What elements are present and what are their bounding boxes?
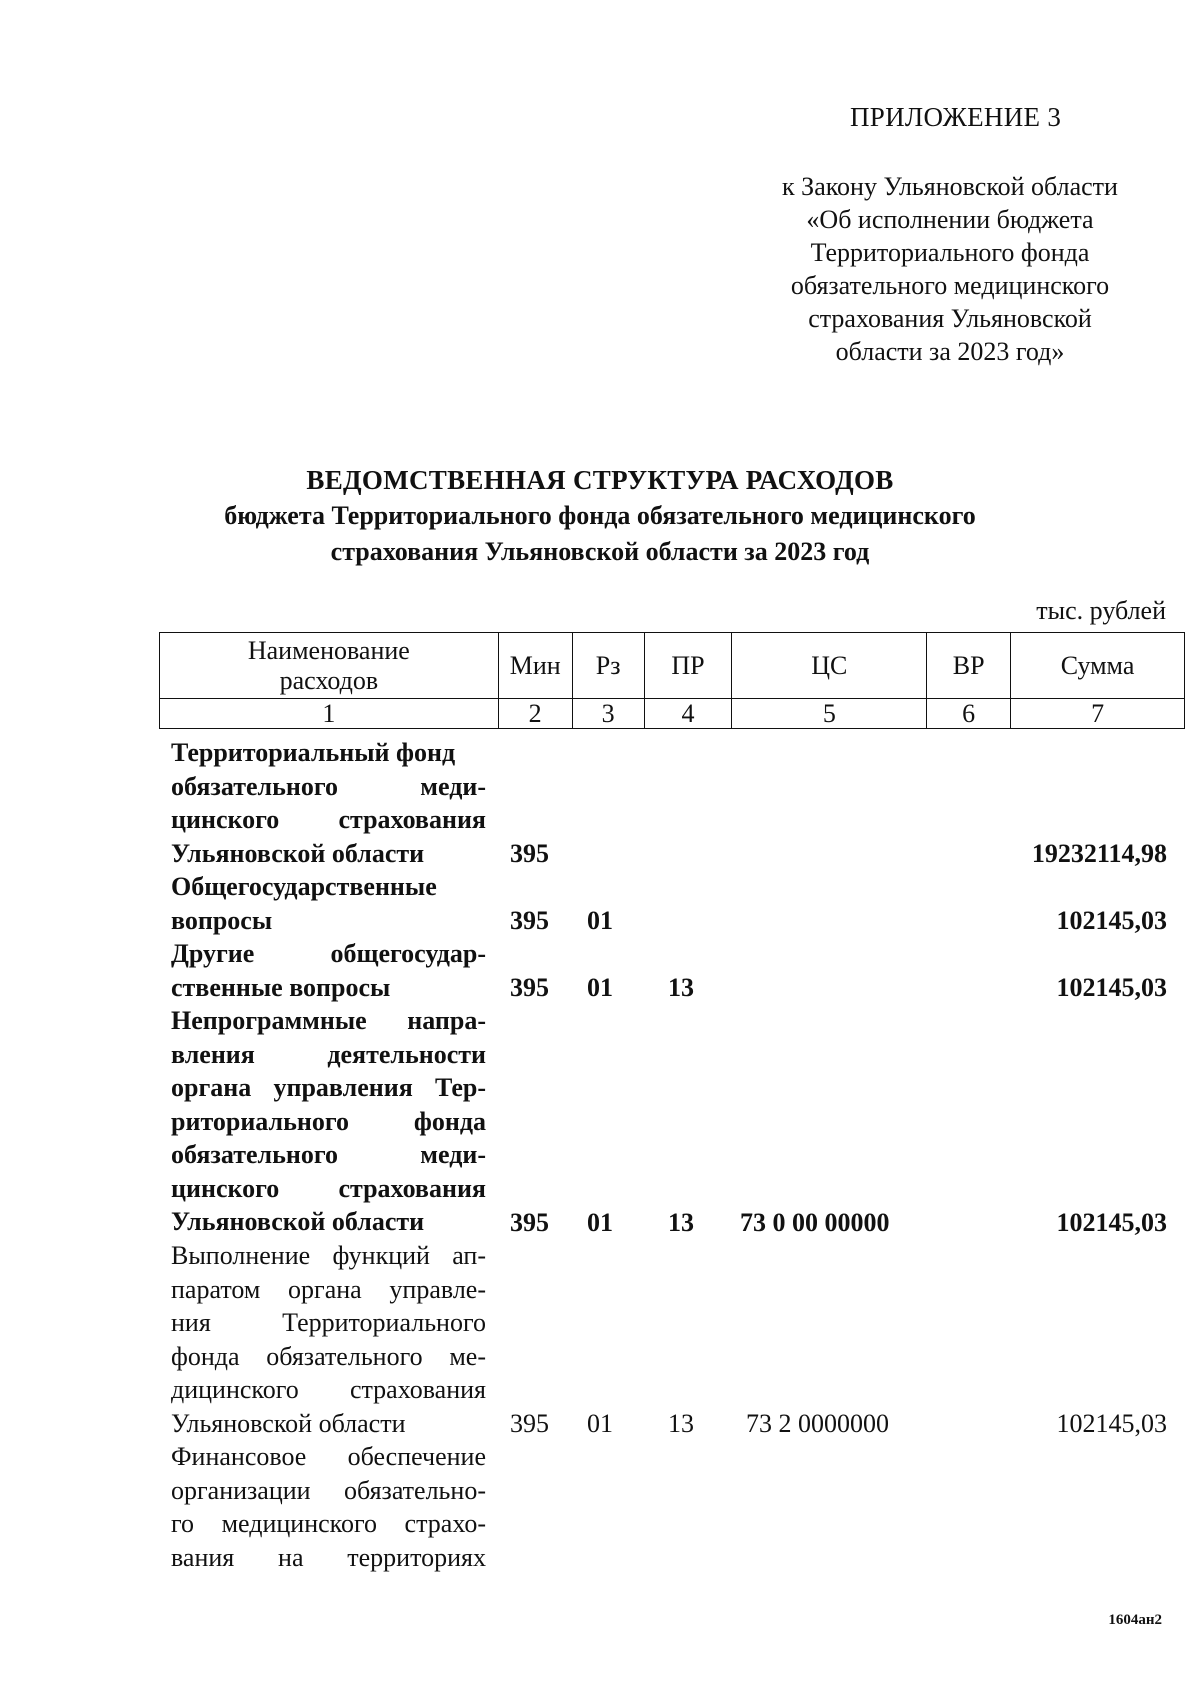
row-name-line: Ульяновской области [171, 1207, 425, 1236]
cell-sum: 102145,03 [1056, 1207, 1167, 1237]
cell-min: 395 [510, 1408, 549, 1438]
column-header-label: Наименование [247, 635, 410, 665]
column-number-row [160, 699, 1185, 729]
cell-cs: 73 2 0000000 [746, 1408, 889, 1438]
title-line: бюджета Территориального фонда обязательного медицинского [224, 501, 976, 530]
cell-min: 395 [510, 905, 549, 935]
row-name-line: Другие общегосудар- [171, 939, 486, 968]
title-line: страхования Ульяновской области за 2023 год [330, 537, 870, 566]
row-name-line: фонда обязательного ме- [171, 1341, 486, 1371]
row-name-line: Выполнение функций ап- [171, 1241, 486, 1270]
row-name-line: ственные вопросы [171, 972, 391, 1002]
column-header-min: Мин [498, 633, 572, 699]
law-line: Территориального фонда [810, 238, 1090, 267]
row-name-line: Ульяновской области [171, 1408, 406, 1438]
cell-cs: 73 0 00 00000 [740, 1207, 890, 1237]
column-number: 6 [927, 699, 1011, 729]
column-number: 2 [498, 699, 572, 729]
cell-rz: 01 [587, 1408, 613, 1438]
table-row [0, 1440, 1200, 1574]
cell-sum: 19232114,98 [1031, 838, 1167, 868]
row-name-line: вления деятельности [171, 1039, 486, 1069]
row-name-line: органа управления Тер- [171, 1073, 486, 1102]
column-number: 3 [572, 699, 644, 729]
units-label: тыс. рублей [1036, 596, 1166, 625]
cell-min: 395 [510, 838, 549, 868]
row-name-line: вопросы [171, 905, 273, 935]
row-name-line: цинского страхования [171, 805, 486, 834]
row-name-line: обязательного меди- [171, 771, 486, 801]
cell-min: 395 [510, 972, 549, 1002]
row-name-line: Непрограммные напра- [171, 1006, 486, 1035]
cell-pr: 13 [668, 972, 694, 1002]
row-name-line: Территориальный фонд [171, 738, 456, 767]
column-header-label: расходов [279, 665, 379, 695]
cell-pr: 13 [668, 1408, 694, 1438]
row-name-line: Общегосударственные [171, 872, 437, 901]
row-name-line: Ульяновской области [171, 838, 425, 868]
row-name-line: паратом органа управле- [171, 1274, 486, 1304]
column-header-sum: Сумма [1011, 633, 1185, 699]
column-number: 5 [732, 699, 927, 729]
row-name [171, 937, 486, 1004]
row-name [171, 1440, 486, 1574]
table-row [0, 1239, 1200, 1440]
row-name-line: Финансовое обеспечение [171, 1442, 486, 1471]
row-name [171, 870, 486, 937]
document-code: 1604ан2 [1108, 1612, 1162, 1628]
table-row [0, 1004, 1200, 1239]
column-header-cs: ЦС [732, 633, 927, 699]
cell-rz: 01 [587, 905, 613, 935]
document-title [150, 462, 1050, 570]
table-header [159, 632, 1185, 729]
row-name-line: вания на территориях [171, 1542, 486, 1572]
row-name-line: ния Территориального [171, 1308, 486, 1337]
appendix-label: ПРИЛОЖЕНИЕ 3 [850, 102, 1062, 132]
cell-sum: 102145,03 [1056, 905, 1167, 935]
row-name-line: дицинского страхования [171, 1375, 486, 1404]
table-row [0, 937, 1200, 1004]
law-line: «Об исполнении бюджета [806, 205, 1094, 234]
column-header-name [160, 633, 499, 699]
row-name-line: обязательного меди- [171, 1140, 486, 1169]
column-header-pr: ПР [644, 633, 732, 699]
cell-rz: 01 [587, 1207, 613, 1237]
table-row [0, 736, 1200, 870]
title-line: ВЕДОМСТВЕННАЯ СТРУКТУРА РАСХОДОВ [306, 465, 894, 495]
law-line: области за 2023 год» [835, 337, 1065, 366]
row-name-line: риториального фонда [171, 1106, 486, 1136]
column-header-vr: ВР [927, 633, 1011, 699]
law-line: обязательного медицинского [790, 271, 1110, 300]
cell-rz: 01 [587, 972, 613, 1002]
row-name-line: го медицинского страхо- [171, 1509, 486, 1538]
row-name [171, 736, 486, 870]
column-number: 1 [160, 699, 499, 729]
cell-sum: 102145,03 [1056, 972, 1167, 1002]
row-name-line: цинского страхования [171, 1173, 486, 1203]
cell-min: 395 [510, 1207, 549, 1237]
table-row [0, 870, 1200, 937]
law-line: страхования Ульяновской [808, 304, 1092, 333]
law-reference [740, 170, 1160, 368]
row-name [171, 1004, 486, 1239]
row-name-line: организации обязательно- [171, 1475, 486, 1505]
column-number: 7 [1011, 699, 1185, 729]
cell-sum: 102145,03 [1056, 1408, 1167, 1438]
table-header-row [160, 633, 1185, 699]
column-number: 4 [644, 699, 732, 729]
cell-pr: 13 [668, 1207, 694, 1237]
law-line: к Закону Ульяновской области [782, 172, 1118, 201]
row-name [171, 1239, 486, 1440]
column-header-rz: Рз [572, 633, 644, 699]
